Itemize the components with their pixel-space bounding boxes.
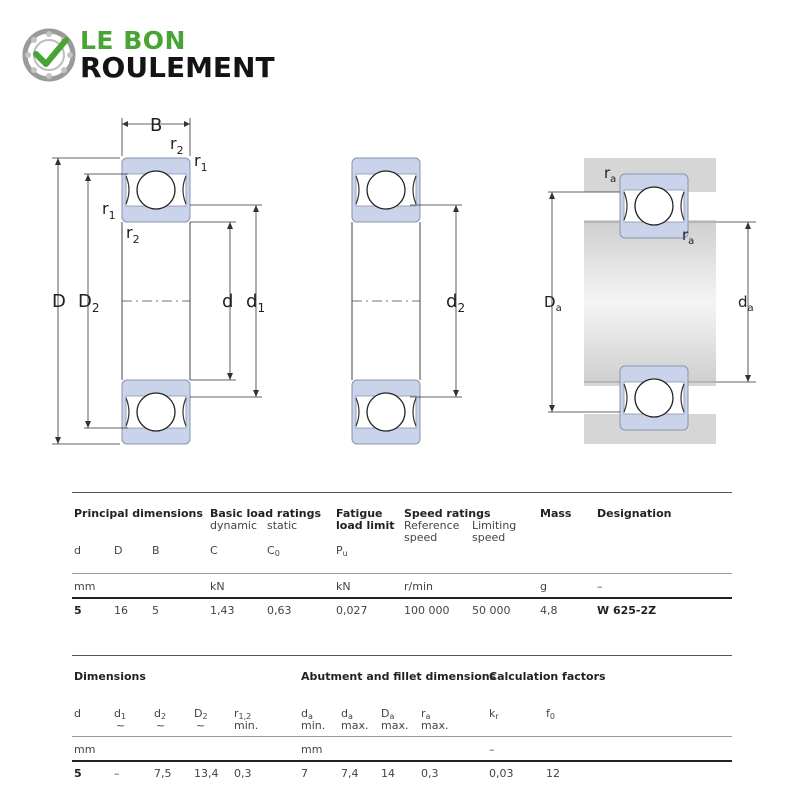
label-ra-right: $r_a$ [682,226,695,247]
hdr-fatigue: Fatigue [336,507,383,520]
label-da: $d_a$ [738,293,754,314]
sym2-D2: $D_2$ [194,707,208,721]
label-r2-bottom: $r_2$ [126,223,140,246]
label-ra-top: $r_a$ [604,164,617,185]
sym2-da-max: $d_a$ [341,707,353,721]
label-B: B [150,115,163,136]
sym2-f0: $f_0$ [546,707,555,721]
val-B: 5 [152,604,159,617]
label-D2: $D_2$ [78,291,100,315]
unit2-mm-abutment: mm [301,743,323,756]
val-C: 1,43 [210,604,235,617]
hdr-limiting-speed: speed [472,531,506,544]
hdr-load-limit: load limit [336,519,395,532]
val2-ra-max: 0,3 [421,767,439,780]
hdr-designation: Designation [597,507,672,520]
sym2-r12-min: min. [234,719,259,732]
label-r1-top: $r_1$ [194,151,208,174]
sym2-d2-approx: ~ [156,719,166,732]
val-Pu: 0,027 [336,604,368,617]
val2-d2: 7,5 [154,767,172,780]
label-d: d [222,291,234,312]
brand-line1: LE BON [80,26,186,55]
val-mass: 4,8 [540,604,558,617]
label-d1: $d_1$ [246,291,266,315]
bearing-mounting-view [548,158,756,444]
unit2-dash: – [489,743,495,756]
sym2-ra-max: $r_a$ [421,707,431,721]
sym2-da-min-label: min. [301,719,326,732]
hdr-mass: Mass [540,507,572,520]
unit-g: g [540,580,547,593]
sym2-r12: $r_{1,2}$ [234,707,252,721]
sym2-d1: $d_1$ [114,707,127,721]
val2-da-min: 7 [301,767,308,780]
sym-B: B [152,544,160,557]
unit-rmin: r/min [404,580,433,593]
sym2-da-max-label: max. [341,719,369,732]
sym2-D2-approx: ~ [196,719,206,732]
val-D: 16 [114,604,128,617]
unit-kN-load: kN [210,580,225,593]
hdr-dynamic: dynamic [210,519,258,532]
sym-C: C [210,544,218,557]
hdr-limiting: Limiting [472,519,517,532]
label-d2: $d_2$ [446,291,466,315]
sym2-kr: $k_r$ [489,707,499,721]
hdr-dimensions: Dimensions [74,670,146,683]
val-ref-speed: 100 000 [404,604,450,617]
unit2-mm-dims: mm [74,743,96,756]
sym2-d1-approx: ~ [116,719,126,732]
table1-top-rule [72,492,732,493]
unit-mm: mm [74,580,96,593]
table1-data-rule [72,597,732,599]
val2-kr: 0,03 [489,767,514,780]
label-r2-top: $r_2$ [170,134,184,157]
table2-top-rule [72,655,732,656]
val2-Da-max: 14 [381,767,395,780]
hdr-speed-ratings: Speed ratings [404,507,491,520]
sym2-Da-max: $D_a$ [381,707,395,721]
sym-d: d [74,544,81,557]
sym-C0: $C_0$ [267,544,280,558]
val-C0: 0,63 [267,604,292,617]
hdr-reference: Reference [404,519,460,532]
hdr-abutment: Abutment and fillet dimensions [301,670,497,683]
sym2-ra-max-label: max. [421,719,449,732]
val2-f0: 12 [546,767,560,780]
sym-Pu: $P_u$ [336,544,348,558]
hdr-basic-load-ratings: Basic load ratings [210,507,322,520]
unit-kN-fatigue: kN [336,580,351,593]
brand-line2: ROULEMENT [80,51,275,84]
val2-r12: 0,3 [234,767,252,780]
val-designation: W 625-2Z [597,604,657,617]
val2-da-max: 7,4 [341,767,359,780]
val2-D2: 13,4 [194,767,219,780]
sym2-d: d [74,707,81,720]
table2-unit-rule [72,736,732,737]
val-lim-speed: 50 000 [472,604,511,617]
table2-data-rule [72,760,732,762]
hdr-static: static [267,519,298,532]
sym2-d2: $d_2$ [154,707,167,721]
val2-d1: – [114,767,120,780]
sym2-da-min: $d_a$ [301,707,313,721]
sym-D: D [114,544,123,557]
label-r1-left: $r_1$ [102,199,116,222]
unit-dash: – [597,580,603,593]
hdr-calc-factors: Calculation factors [489,670,606,683]
hdr-principal-dimensions: Principal dimensions [74,507,203,520]
sym2-Da-max-label: max. [381,719,409,732]
table1-unit-rule [72,573,732,574]
label-D: D [52,291,66,312]
bearing-section-left [52,118,262,444]
hdr-reference-speed: speed [404,531,438,544]
val-d: 5 [74,604,82,617]
val2-d: 5 [74,767,82,780]
label-Da: $D_a$ [544,293,562,314]
